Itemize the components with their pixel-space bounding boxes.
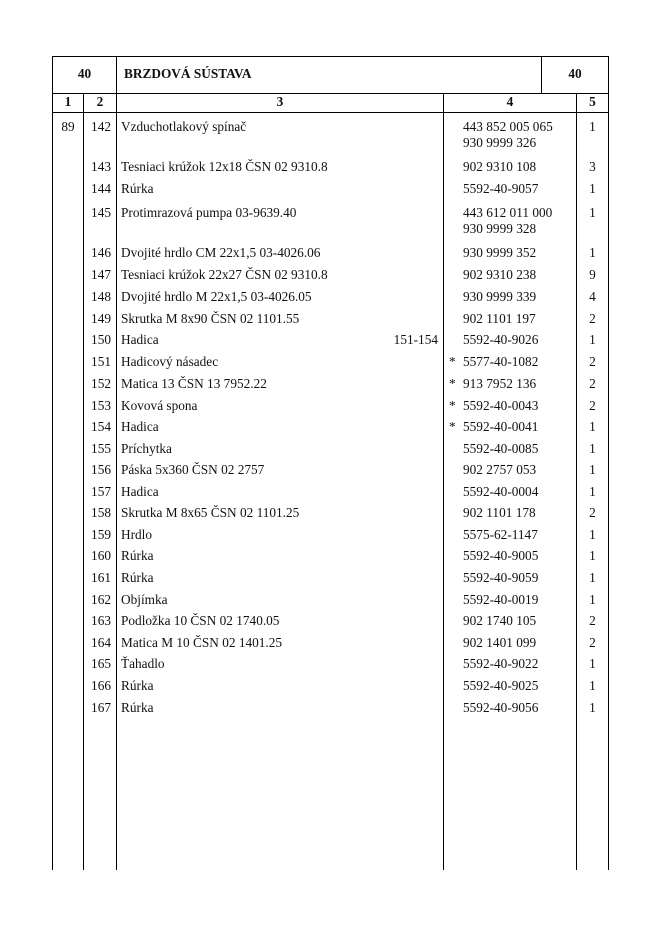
column-header-5: 5	[589, 94, 596, 109]
part-description: Hadica	[121, 484, 159, 499]
part-code: 5577-40-1082	[463, 354, 539, 369]
part-position: 152	[91, 376, 111, 391]
part-quantity: 1	[589, 441, 596, 456]
part-code: 5575-62-1147	[463, 527, 538, 542]
part-description: Hadica	[121, 419, 159, 434]
part-description: Rúrka	[121, 570, 154, 585]
part-position: 149	[91, 311, 111, 326]
part-code: 930 9999 339	[463, 289, 537, 304]
part-position: 143	[91, 159, 111, 174]
part-quantity: 1	[589, 419, 596, 434]
part-code: 902 1101 178	[463, 505, 536, 520]
part-description: Dvojité hrdlo M 22x1,5 03-4026.05	[121, 289, 312, 304]
part-code: 902 9310 108	[463, 159, 537, 174]
part-code: 902 1740 105	[463, 613, 537, 628]
part-position: 165	[91, 656, 111, 671]
part-position: 159	[91, 527, 111, 542]
part-description: Ťahadlo	[121, 656, 165, 671]
part-code: 902 9310 238	[463, 267, 537, 282]
part-code: 930 9999 352	[463, 245, 537, 260]
part-code: 5592-40-9056	[463, 700, 539, 715]
part-description: Rúrka	[121, 700, 154, 715]
part-quantity: 1	[589, 700, 596, 715]
part-quantity: 1	[589, 205, 596, 220]
part-asterisk: *	[449, 398, 456, 413]
part-quantity: 2	[589, 635, 596, 650]
part-description: Tesniaci krúžok 22x27 ČSN 02 9310.8	[121, 267, 328, 282]
part-quantity: 2	[589, 613, 596, 628]
part-quantity: 1	[589, 484, 596, 499]
part-description: Rúrka	[121, 548, 154, 563]
part-code: 902 1101 197	[463, 311, 536, 326]
part-code: 443 612 011 000	[463, 205, 553, 220]
part-quantity: 2	[589, 398, 596, 413]
part-description: Vzduchotlakový spínač	[121, 119, 247, 134]
section-title: BRZDOVÁ SÚSTAVA	[124, 66, 252, 81]
part-reference-range: 151-154	[393, 332, 438, 347]
group-number: 89	[61, 119, 75, 134]
part-description: Hadica	[121, 332, 159, 347]
part-quantity: 1	[589, 245, 596, 260]
part-quantity: 3	[589, 159, 596, 174]
part-position: 155	[91, 441, 111, 456]
part-code: 902 2757 053	[463, 462, 537, 477]
part-asterisk: *	[449, 419, 456, 434]
column-header-2: 2	[96, 94, 104, 109]
part-quantity: 1	[589, 119, 596, 134]
part-code: 5592-40-0019	[463, 592, 539, 607]
part-quantity: 1	[589, 462, 596, 477]
part-quantity: 9	[589, 267, 596, 282]
part-quantity: 1	[589, 592, 596, 607]
part-description: Kovová spona	[121, 398, 198, 413]
part-code: 5592-40-0043	[463, 398, 539, 413]
part-position: 156	[91, 462, 111, 477]
part-quantity: 1	[589, 181, 596, 196]
col-divider-2-3	[116, 56, 117, 870]
part-description: Príchytka	[121, 441, 172, 456]
col-divider-3-4	[443, 93, 444, 870]
part-position: 146	[91, 245, 111, 260]
part-position: 158	[91, 505, 111, 520]
column-header-bottom-border	[52, 112, 609, 113]
column-header-4: 4	[506, 94, 514, 109]
part-position: 163	[91, 613, 111, 628]
part-description: Tesniaci krúžok 12x18 ČSN 02 9310.8	[121, 159, 328, 174]
part-code: 443 852 005 065	[463, 119, 553, 134]
part-quantity: 2	[589, 311, 596, 326]
section-code-right: 40	[568, 66, 582, 81]
part-code: 5592-40-9025	[463, 678, 539, 693]
part-asterisk: *	[449, 376, 456, 391]
table-left-border	[52, 56, 53, 870]
part-description: Rúrka	[121, 678, 154, 693]
part-quantity: 1	[589, 570, 596, 585]
part-position: 164	[91, 635, 111, 650]
part-quantity: 1	[589, 656, 596, 671]
part-quantity: 2	[589, 376, 596, 391]
part-position: 151	[91, 354, 111, 369]
table-right-border	[608, 56, 609, 870]
part-position: 154	[91, 419, 111, 434]
part-code: 5592-40-9005	[463, 548, 539, 563]
part-position: 157	[91, 484, 111, 499]
part-code: 5592-40-9026	[463, 332, 539, 347]
part-code: 5592-40-9022	[463, 656, 539, 671]
part-quantity: 4	[589, 289, 596, 304]
part-position: 142	[91, 119, 111, 134]
part-code: 5592-40-9059	[463, 570, 539, 585]
part-position: 161	[91, 570, 111, 585]
part-description: Matica 13 ČSN 13 7952.22	[121, 376, 267, 391]
section-code-left: 40	[77, 66, 92, 81]
part-code: 930 9999 326	[463, 135, 537, 150]
part-position: 167	[91, 700, 111, 715]
part-position: 166	[91, 678, 111, 693]
part-description: Objímka	[121, 592, 168, 607]
part-quantity: 1	[589, 678, 596, 693]
part-position: 145	[91, 205, 111, 220]
part-position: 144	[91, 181, 111, 196]
part-description: Hadicový násadec	[121, 354, 219, 369]
part-description: Podložka 10 ČSN 02 1740.05	[121, 613, 280, 628]
part-description: Protimrazová pumpa 03-9639.40	[121, 205, 297, 220]
part-description: Matica M 10 ČSN 02 1401.25	[121, 635, 283, 650]
part-code: 5592-40-0085	[463, 441, 539, 456]
part-quantity: 2	[589, 505, 596, 520]
part-description: Rúrka	[121, 181, 154, 196]
part-code: 913 7952 136	[463, 376, 537, 391]
part-code: 902 1401 099	[463, 635, 537, 650]
part-description: Dvojité hrdlo CM 22x1,5 03-4026.06	[121, 245, 321, 260]
part-position: 147	[91, 267, 111, 282]
part-position: 150	[91, 332, 111, 347]
part-asterisk: *	[449, 354, 456, 369]
part-code: 930 9999 328	[463, 221, 537, 236]
part-quantity: 1	[589, 548, 596, 563]
part-description: Skrutka M 8x65 ČSN 02 1101.25	[121, 505, 300, 520]
part-quantity: 1	[589, 332, 596, 347]
part-description: Skrutka M 8x90 ČSN 02 1101.55	[121, 311, 300, 326]
part-code: 5592-40-0004	[463, 484, 539, 499]
column-header-3: 3	[276, 94, 284, 109]
part-code: 5592-40-0041	[463, 419, 539, 434]
table-top-border	[52, 56, 609, 57]
part-position: 160	[91, 548, 111, 563]
part-description: Hrdlo	[121, 527, 153, 542]
part-position: 148	[91, 289, 111, 304]
part-position: 162	[91, 592, 111, 607]
column-header-1: 1	[64, 94, 72, 109]
part-code: 5592-40-9057	[463, 181, 539, 196]
part-position: 153	[91, 398, 111, 413]
part-quantity: 1	[589, 527, 596, 542]
part-description: Páska 5x360 ČSN 02 2757	[121, 462, 265, 477]
part-quantity: 2	[589, 354, 596, 369]
